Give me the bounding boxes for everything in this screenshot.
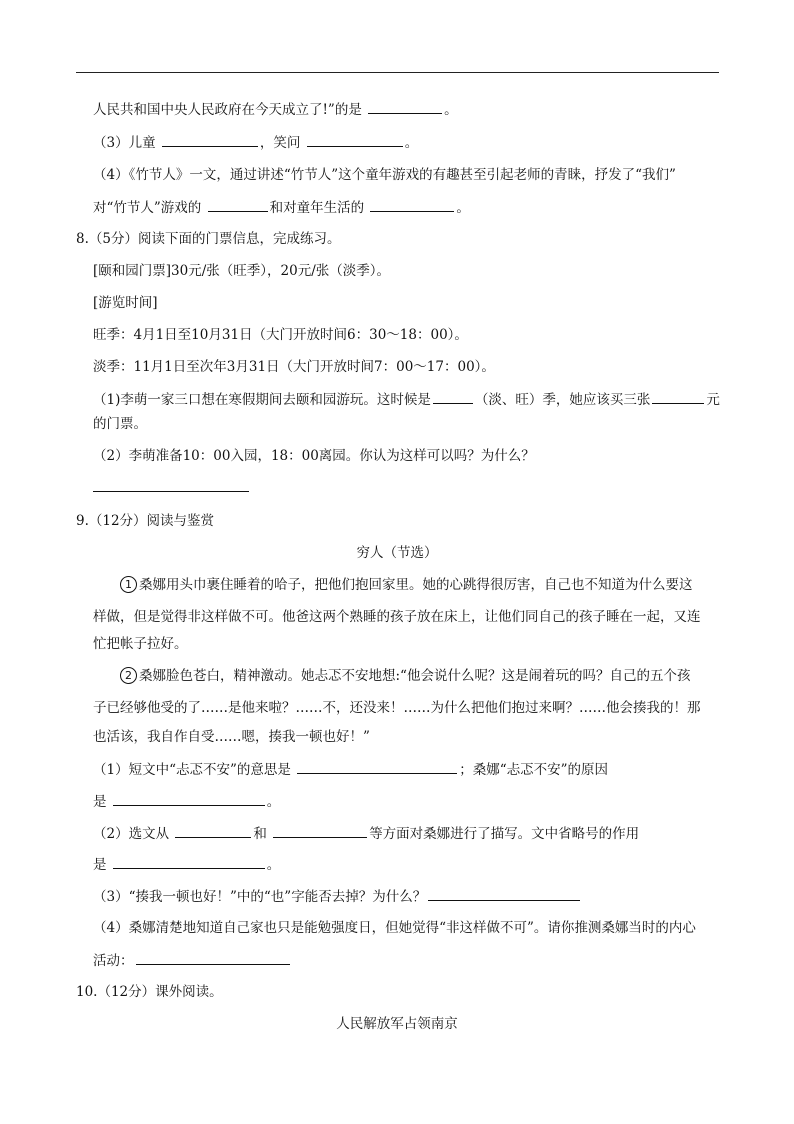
para1-text: 桑娜用头巾裹住睡着的哈子，把他们抱回家里。她的心跳得很厉害，自己也不知道为什么要这 [139, 577, 693, 593]
q9-q2-line1 [93, 823, 639, 844]
answer-blank [273, 823, 367, 838]
q8-part1-line1 [93, 389, 720, 410]
answer-blank [175, 823, 251, 838]
q9-q2-text-d: 是 [93, 857, 107, 873]
q7-part3-mid: ，笑问 [259, 135, 301, 151]
answer-blank [428, 886, 580, 901]
q7-part3-label: （3）儿童 [93, 135, 156, 151]
answer-line [93, 491, 249, 492]
q9-title: 9.（12分）阅读与鉴赏 [76, 513, 215, 529]
answer-blank [370, 197, 454, 212]
q9-para1-line1 [120, 575, 693, 595]
q9-para2-line3: 也活该，我自作自受……嗯，揍我一顿也好！” [93, 729, 370, 745]
answer-blank [136, 950, 290, 965]
q7-part4-text-b: 和对童年生活的 [269, 200, 365, 216]
answer-blank [113, 854, 265, 869]
paragraph-number-1: 1 [120, 576, 137, 593]
answer-blank [433, 389, 473, 404]
q9-q4-text: 活动： [93, 953, 134, 969]
q9-q2-text-c: 等方面对桑娜进行了描写。文中省略号的作用 [369, 826, 640, 842]
q9-q1-text-b: ；桑娜“忐忑不安”的原因 [459, 762, 609, 778]
punct: 。 [444, 102, 458, 118]
q10-passage-heading: 人民解放军占领南京 [336, 1016, 458, 1032]
q8-part1-text-c: 元 [706, 392, 720, 408]
q9-q1-text-c: 是 [93, 794, 107, 810]
answer-blank [113, 791, 265, 806]
q8-part1-text-b: （淡、旺）季，她应该买三张 [474, 392, 651, 408]
header-rule [76, 72, 719, 73]
q9-q2-text-a: （2）选文从 [93, 826, 170, 842]
q7-part4-text-a: 对“竹节人”游戏的 [93, 200, 202, 216]
q9-q2-line2 [93, 854, 280, 875]
q7-part4-line1: （4）《竹节人》一文，通过讲述“竹节人”这个童年游戏的有趣甚至引起老师的青睐，抒发了“我们” [93, 167, 676, 183]
q8-part2: （2）李萌准备10：00入园，18：00离园。你认为这样可以吗？为什么？ [93, 448, 535, 464]
q9-q3 [93, 886, 582, 907]
q10-title: 10.（12分）课外阅读。 [76, 984, 223, 1000]
q8-title: 8.（5分）阅读下面的门票信息，完成练习。 [76, 231, 341, 247]
q9-q3-text: （3）“揍我一顿也好！”中的“也”字能否去掉？为什么？ [93, 889, 427, 905]
answer-blank [208, 197, 268, 212]
q9-q1-text-a: （1）短文中“忐忑不安”的意思是 [93, 762, 291, 778]
q9-para1-line3: 忙把帐子拉好。 [93, 636, 188, 652]
answer-blank [307, 132, 403, 147]
para2-text: 桑娜脸色苍白，精神激动。她忐忑不安地想:“他会说什么呢？这是闹着玩的吗？自己的五个孩 [139, 668, 691, 684]
q9-q1-line1 [93, 759, 608, 780]
q9-q4-line1: （4）桑娜清楚地知道自己家也只是能勉强度日，但她觉得“非这样做不可”。请你推测桑娜当时的内心 [93, 920, 696, 936]
q9-q1-line2 [93, 791, 280, 812]
punct: 。 [266, 794, 281, 810]
q8-part1-text-a: （1)李萌一家三口想在寒假期间去颐和园游玩。这时候是 [93, 392, 431, 408]
paragraph-number-2: 2 [120, 667, 137, 684]
punct: 。 [266, 857, 281, 873]
punct: 。 [404, 135, 419, 151]
answer-blank [652, 389, 704, 404]
answer-blank [297, 759, 457, 774]
q8-part1-line2: 的门票。 [93, 416, 147, 432]
answer-blank [368, 99, 442, 114]
q9-passage-heading: 穷人（节选） [356, 545, 438, 561]
q8-ticket-price: [颐和园门票]30元/张（旺季），20元/张（淡季）。 [93, 263, 390, 279]
q8-peak-season: 旺季：4月1日至10月31日（大门开放时间6：30～18：00）。 [93, 327, 468, 343]
q9-q4-line2 [93, 950, 292, 971]
punct: 。 [456, 200, 470, 216]
q7-part4-line2 [93, 197, 470, 218]
q7-text: 人民共和国中央人民政府在今天成立了!”的是 [93, 102, 362, 118]
q7-line-continuation [93, 99, 458, 120]
q9-para1-line2: 样做，但是觉得非这样做不可。他爸这两个熟睡的孩子放在床上，让他们同自己的孩子睡在一起，又连 [93, 609, 701, 625]
q7-part3 [93, 132, 418, 153]
q9-para2-line2: 子已经够他受的了……是他来啦？……不，还没来！……为什么把他们抱过来啊？……他会揍我的！那 [93, 700, 701, 716]
q8-off-season: 淡季：11月1日至次年3月31日（大门开放时间7：00～17：00）。 [93, 359, 495, 375]
q9-para2-line1 [120, 666, 690, 686]
q8-time-heading: [游览时间] [93, 295, 158, 311]
answer-blank [162, 132, 258, 147]
q9-q2-text-b: 和 [253, 826, 267, 842]
